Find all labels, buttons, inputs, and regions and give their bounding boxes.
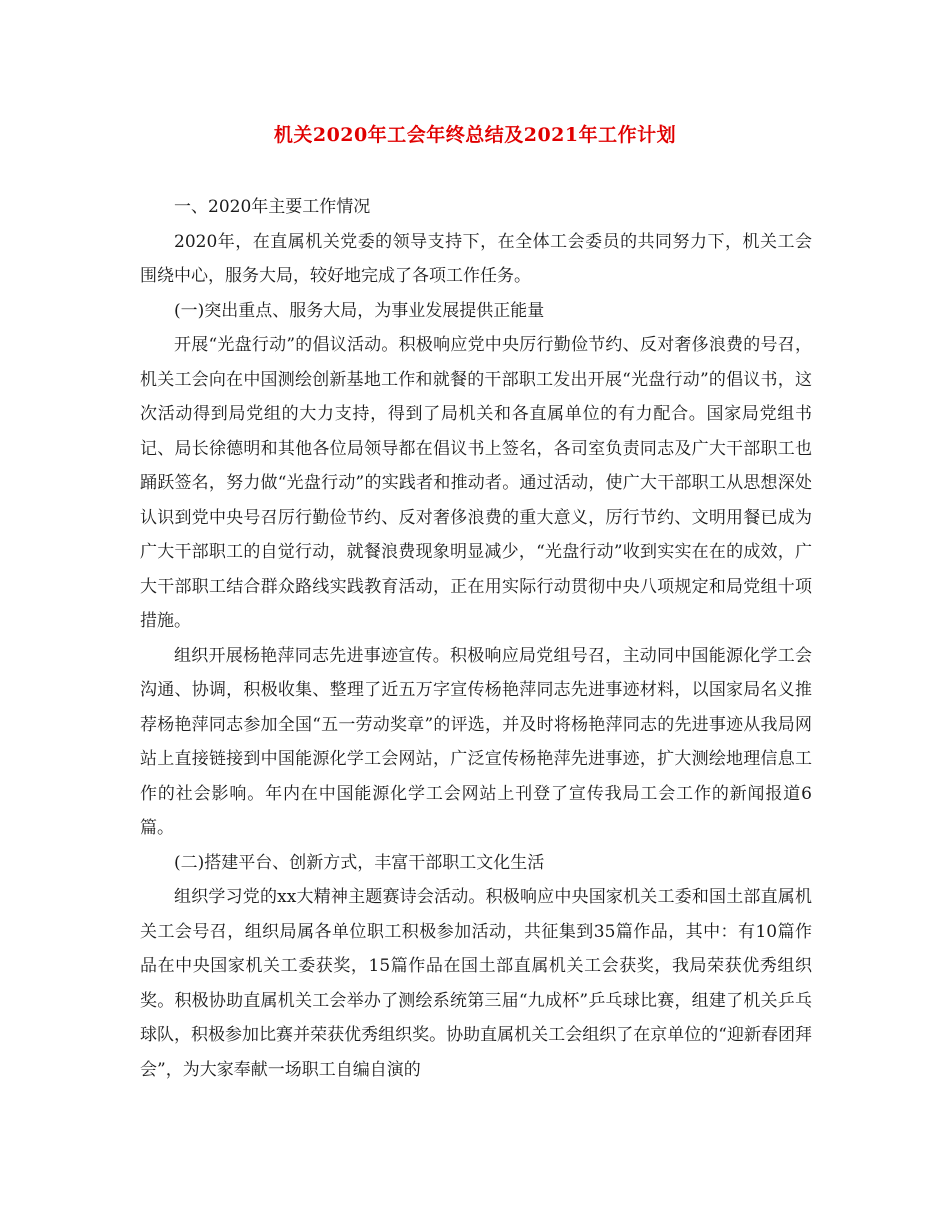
subsection-heading-2: (二)搭建平台、创新方式，丰富干部职工文化生活 <box>174 852 545 873</box>
document-body <box>140 190 812 1087</box>
section-heading: 一、2020年主要工作情况 <box>174 197 371 217</box>
paragraph-yangyanping-promotion: 组织开展杨艳萍同志先进事迹宣传。积极响应局党组号召，主动同中国能源化学工会沟通、协调，积极收集、整理了近五万字宣传杨艳萍同志先进事迹材料，以国家局名义推荐杨艳萍同志参加全国“五一劳动奖章”的评选，并及时将杨艳萍同志的先进事迹从我局网站上直接链接到中国能源化学工会网站，广泛宣传杨艳萍先进事迹，扩大测绘地理信息工作的社会影响。年内在中国能源化学工会网站上刊登了宣传我局工会工作的新闻报道6篇。 <box>140 645 812 838</box>
document-title: 机关2020年工会年终总结及2021年工作计划 <box>273 124 677 146</box>
paragraph-guangpan-action: 开展“光盘行动”的倡议活动。积极响应党中央厉行勤俭节约、反对奢侈浪费的号召，机关工会向在中国测绘创新基地工作和就餐的干部职工发出开展“光盘行动”的倡议书，这次活动得到局党组的大力支持，得到了局机关和各直属单位的有力配合。国家局党组书记、局长徐德明和其他各位局领导都在倡议书上签名，各司室负责同志及广大干部职工也踊跃签名，努力做“光盘行动”的实践者和推动者。通过活动，使广大干部职工从思想深处认识到党中央号召厉行勤俭节约、反对奢侈浪费的重大意义，厉行节约、文明用餐已成为广大干部职工的自觉行动，就餐浪费现象明显减少，“光盘行动”收到实实在在的成效，广大干部职工结合群众路线实践教育活动，正在用实际行动贯彻中央八项规定和局党组十项措施。 <box>140 335 812 631</box>
intro-paragraph: 2020年，在直属机关党委的领导支持下，在全体工会委员的共同努力下，机关工会围绕中心，服务大局，较好地完成了各项工作任务。 <box>140 231 812 286</box>
paragraph-cultural-activities: 组织学习党的xx大精神主题赛诗会活动。积极响应中央国家机关工委和国土部直属机关工会号召，组织局属各单位职工积极参加活动，共征集到35篇作品，其中：有10篇作品在中央国家机关工委获奖，15篇作品在国土部直属机关工会获奖，我局荣获优秀组织奖。积极协助直属机关工会举办了测绘系统第三届“九成杯”乒乓球比赛，组建了机关乒乓球队，积极参加比赛并荣获优秀组织奖。协助直属机关工会组织了在京单位的“迎新春团拜会”，为大家奉献一场职工自编自演的 <box>140 887 812 1080</box>
subsection-heading-1: (一)突出重点、服务大局，为事业发展提供正能量 <box>174 300 545 321</box>
